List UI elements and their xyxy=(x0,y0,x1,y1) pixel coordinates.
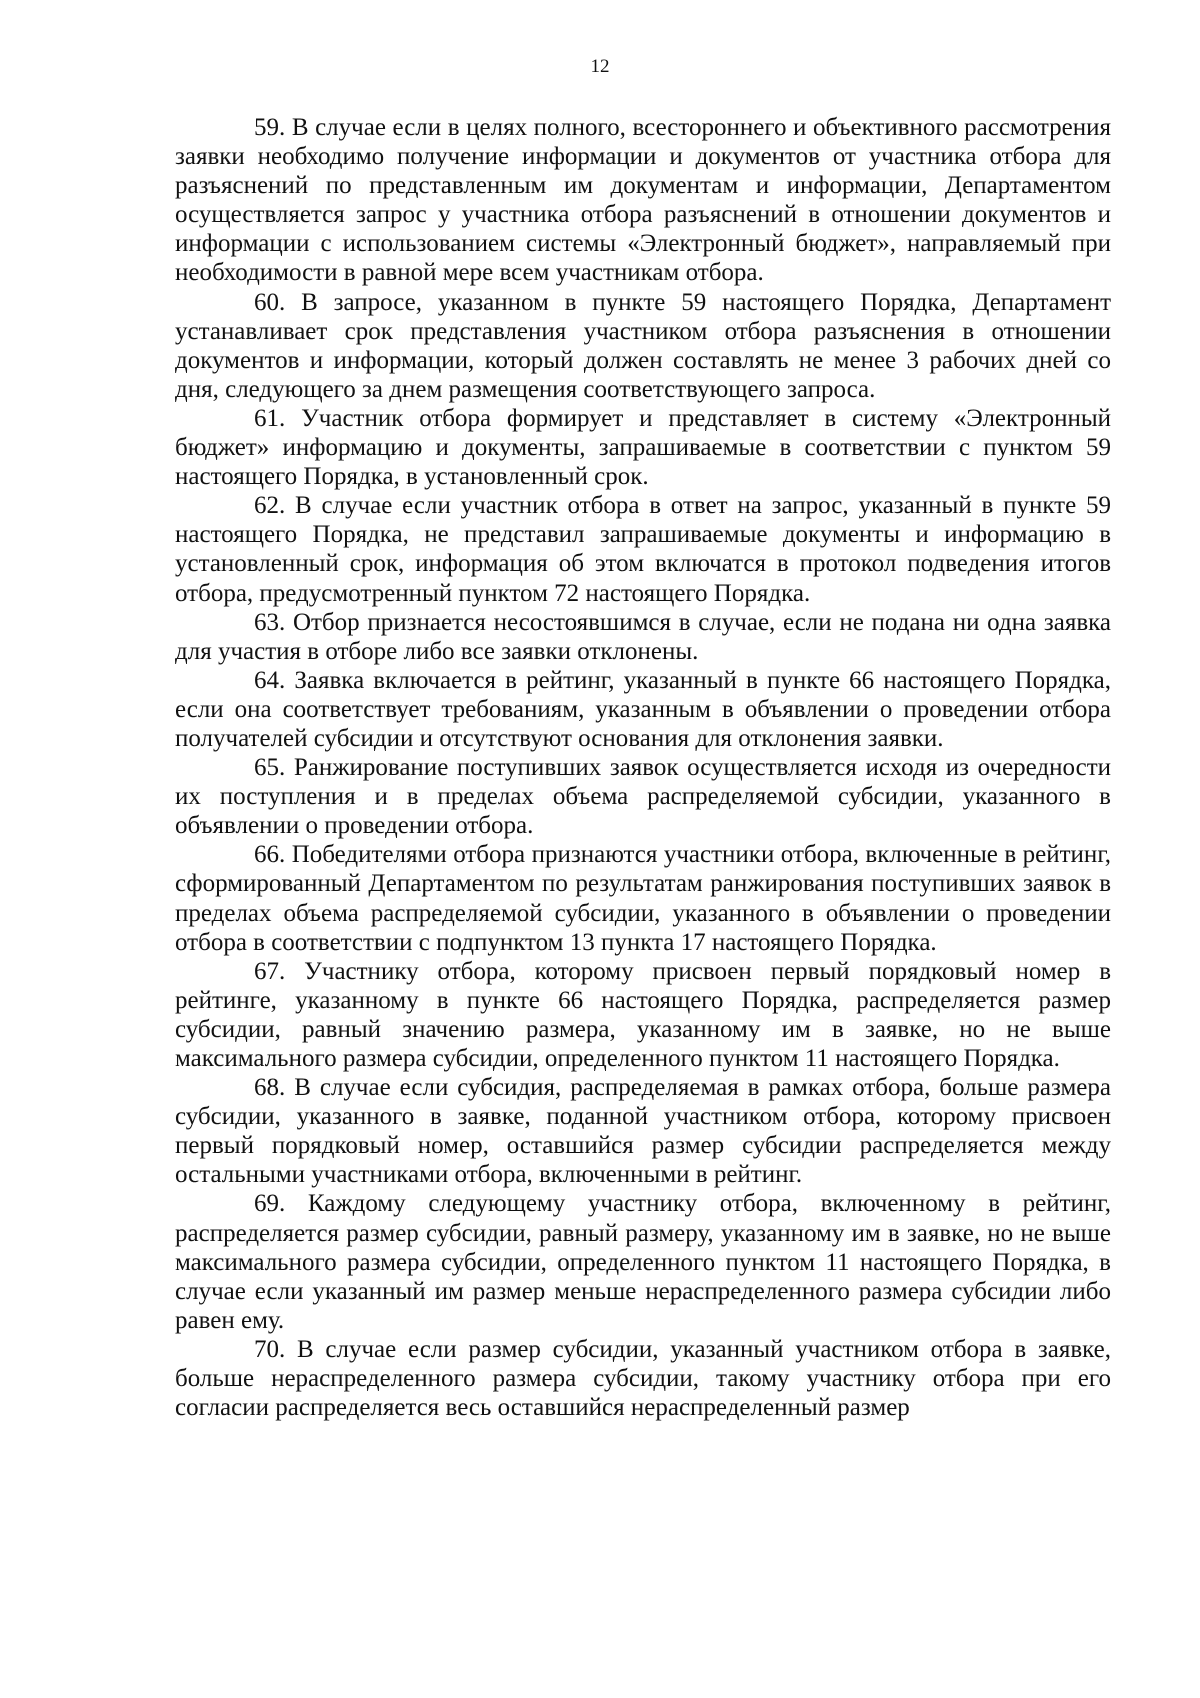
paragraph-text: В случае если участник отбора в ответ на запрос, указанный в пункте 59 настоящего Порядка, не представил запрашиваемые документы и информацию в установленный срок, информация об этом включатся в протокол подведения итогов отбора, предусмотренный пунктом 72 настоящего Порядка. xyxy=(175,492,1111,607)
paragraph-number: 59. xyxy=(254,114,286,141)
page-number: 12 xyxy=(590,56,610,77)
paragraph-text: Заявка включается в рейтинг, указанный в пункте 66 настоящего Порядка, если она соответствует требованиям, указанным в объявлении о проведении отбора получателей субсидии и отсутствуют основания для отклонения заявки. xyxy=(175,666,1111,752)
paragraph-number: 68. xyxy=(254,1074,286,1102)
paragraph-61 xyxy=(175,404,1111,491)
paragraph-text: Ранжирование поступивших заявок осуществляется исходя из очередности их поступления и в пределах объема распределяемой субсидии, указанного в объявлении о проведении отбора. xyxy=(175,754,1111,840)
paragraph-59 xyxy=(175,113,1111,288)
paragraph-number: 65. xyxy=(254,754,286,782)
paragraph-69 xyxy=(175,1189,1111,1334)
paragraph-64 xyxy=(175,666,1111,753)
paragraph-68 xyxy=(175,1073,1111,1189)
paragraph-62 xyxy=(175,491,1111,607)
paragraph-text: Победителями отбора признаются участники отбора, включенные в рейтинг, сформированный Департаментом по результатам ранжирования поступивших заявок в пределах объема распределяемой субсидии, указанного в объявлении о проведении отбора в соответствии с подпунктом 13 пункта 17 настоящего Порядка. xyxy=(175,841,1111,956)
paragraph-number: 62. xyxy=(254,492,286,520)
paragraph-66 xyxy=(175,840,1111,956)
paragraph-text: В случае если субсидия, распределяемая в рамках отбора, больше размера субсидии, указанного в заявке, поданной участником отбора, которому присвоен первый порядковый номер, оставшийся размер субсидии распределяется между остальными участниками отбора, включенными в рейтинг. xyxy=(175,1074,1111,1189)
paragraph-63 xyxy=(175,608,1111,666)
paragraph-text: Участнику отбора, которому присвоен первый порядковый номер в рейтинге, указанному в пункте 66 настоящего Порядка, распределяется размер субсидии, равный значению размера, указанному им в заявке, но не выше максимального размера субсидии, определенного пунктом 11 настоящего Порядка. xyxy=(175,957,1111,1072)
paragraph-text: В случае если в целях полного, всестороннего и объективного рассмотрения заявки необходимо получение информации и документов от участника отбора для разъяснений по представленным им документам и информации, Департаментом осуществляется запрос у участника отбора разъяснений в отношении документов и информации с использованием системы «Электронный бюджет», направляемый при необходимости в равной мере всем участникам отбора. xyxy=(175,114,1111,287)
paragraph-number: 64. xyxy=(254,666,286,694)
paragraph-60 xyxy=(175,288,1111,404)
paragraph-number: 69. xyxy=(254,1190,286,1218)
paragraph-number: 60. xyxy=(254,288,286,316)
paragraph-number: 70. xyxy=(254,1335,286,1363)
paragraph-65 xyxy=(175,753,1111,840)
paragraph-number: 63. xyxy=(254,608,286,636)
paragraph-67 xyxy=(175,957,1111,1073)
paragraph-number: 67. xyxy=(254,957,286,985)
paragraph-text: Каждому следующему участнику отбора, включенному в рейтинг, распределяется размер субсидии, равный размеру, указанному им в заявке, но не выше максимального размера субсидии, определенного пунктом 11 настоящего Порядка, в случае если указанный им размер меньше нераспределенного размера субсидии либо равен ему. xyxy=(175,1190,1111,1334)
paragraph-number: 66. xyxy=(254,841,286,869)
paragraph-text: Участник отбора формирует и представляет в систему «Электронный бюджет» информацию и документы, запрашиваемые в соответствии с пунктом 59 настоящего Порядка, в установленный срок. xyxy=(175,404,1111,491)
paragraph-number: 61. xyxy=(254,404,286,432)
document-body xyxy=(175,113,1111,1422)
paragraph-text: Отбор признается несостоявшимся в случае, если не подана ни одна заявка для участия в отборе либо все заявки отклонены. xyxy=(175,608,1111,665)
paragraph-70 xyxy=(175,1335,1111,1422)
paragraph-text: В случае если размер субсидии, указанный участником отбора в заявке, больше нераспределенного размера субсидии, такому участнику отбора при его согласии распределяется весь оставшийся нераспределенный размер xyxy=(175,1335,1111,1422)
paragraph-text: В запросе, указанном в пункте 59 настоящего Порядка, Департамент устанавливает срок представления участником отбора разъяснения в отношении документов и информации, который должен составлять не менее 3 рабочих дней со дня, следующего за днем размещения соответствующего запроса. xyxy=(175,288,1111,403)
